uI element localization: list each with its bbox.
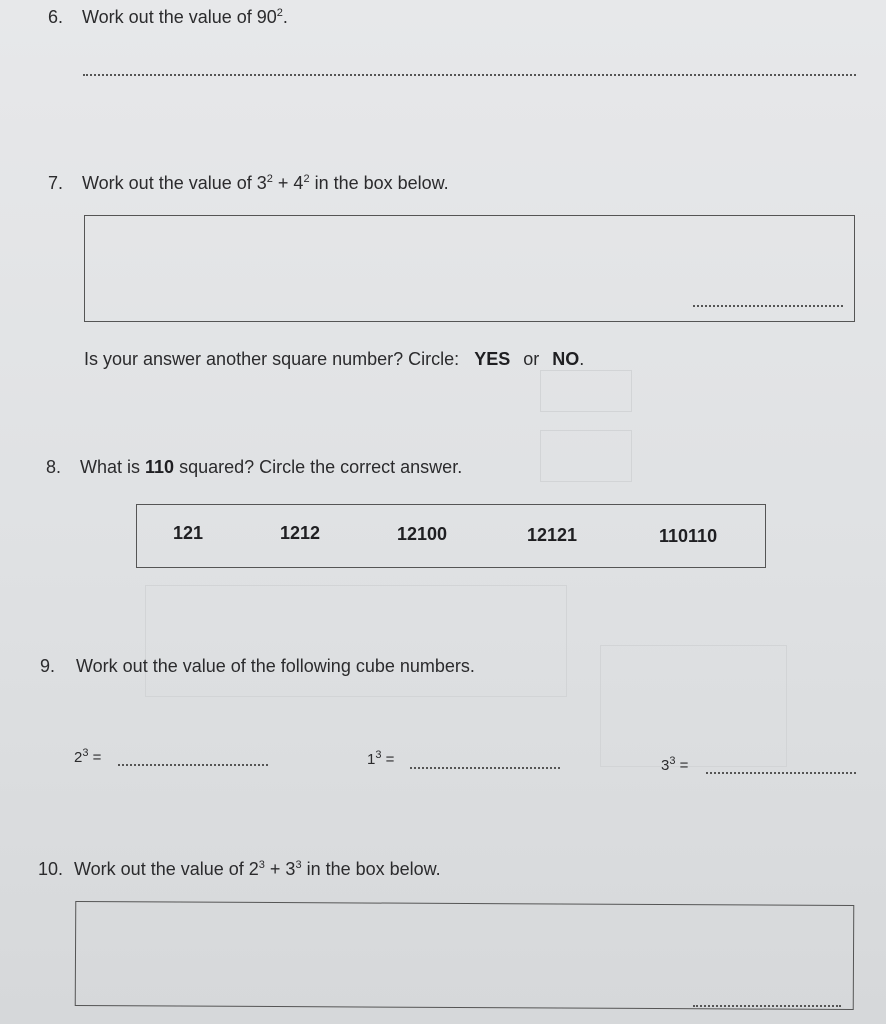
q8-option-1212[interactable]: 1212 xyxy=(280,523,321,543)
q7-answer-line[interactable] xyxy=(693,305,843,307)
exponent: 3 xyxy=(82,747,89,759)
q8-option-12121[interactable]: 12121 xyxy=(527,525,578,545)
follow-up-text: Is your answer another square number? Circle: xyxy=(84,349,460,369)
q10-answer-box[interactable] xyxy=(75,901,855,1010)
question-text: Work out the value of the following cube numbers. xyxy=(76,656,475,676)
q8-option-110110[interactable]: 110110 xyxy=(659,526,718,546)
exponent: 3 xyxy=(295,859,302,871)
background-show-through xyxy=(540,430,632,482)
question-number: 7. xyxy=(48,173,64,193)
background-show-through xyxy=(600,645,787,767)
question-8 xyxy=(46,457,462,478)
cube-3-answer-line[interactable] xyxy=(706,772,856,774)
yes-option[interactable]: YES xyxy=(474,349,511,369)
question-text: + 4 xyxy=(272,173,304,193)
cube-item-3 xyxy=(661,757,688,774)
question-punctuation: . xyxy=(579,349,585,369)
question-7 xyxy=(48,173,449,194)
cube-base: 3 xyxy=(661,757,670,774)
cube-item-2 xyxy=(74,749,101,766)
question-text: squared? Circle the correct answer. xyxy=(174,457,463,477)
cube-1-answer-line[interactable] xyxy=(410,767,560,769)
question-number: 8. xyxy=(46,457,62,477)
q6-answer-line[interactable] xyxy=(83,74,856,76)
question-10 xyxy=(38,859,441,880)
question-text: Work out the value of 90 xyxy=(82,7,277,27)
exponent: 3 xyxy=(669,755,676,767)
cube-base: 1 xyxy=(367,751,376,768)
question-number: 10. xyxy=(38,859,64,879)
cube-item-1 xyxy=(367,751,394,768)
q7-follow-up xyxy=(84,349,584,370)
cube-2-answer-line[interactable] xyxy=(118,764,268,766)
question-text: + 3 xyxy=(264,859,296,879)
question-number: 9. xyxy=(40,656,56,676)
q10-answer-line[interactable] xyxy=(693,1005,841,1007)
question-text: in the box below. xyxy=(309,173,449,193)
or-text: or xyxy=(523,349,540,369)
no-option[interactable]: NO xyxy=(552,349,580,369)
question-punctuation: . xyxy=(282,7,288,27)
background-show-through xyxy=(540,370,632,412)
exponent: 2 xyxy=(303,173,310,185)
exponent: 2 xyxy=(266,173,273,185)
exponent: 3 xyxy=(258,859,265,871)
q8-option-121[interactable]: 121 xyxy=(173,523,204,543)
cube-base: 2 xyxy=(74,749,83,766)
question-text: Work out the value of 2 xyxy=(74,859,259,879)
background-show-through xyxy=(145,585,567,697)
equals-sign: = xyxy=(675,757,689,774)
question-text: What is xyxy=(80,457,146,477)
exponent: 3 xyxy=(375,749,382,761)
q8-option-12100[interactable]: 12100 xyxy=(397,524,448,544)
question-text-bold: 110 xyxy=(145,457,175,477)
question-text: Work out the value of 3 xyxy=(82,173,267,193)
equals-sign: = xyxy=(88,749,102,766)
question-number: 6. xyxy=(48,7,64,27)
question-6 xyxy=(48,7,288,28)
equals-sign: = xyxy=(381,751,395,768)
question-text: in the box below. xyxy=(301,859,441,879)
exponent: 2 xyxy=(276,7,283,19)
question-9 xyxy=(40,656,475,677)
